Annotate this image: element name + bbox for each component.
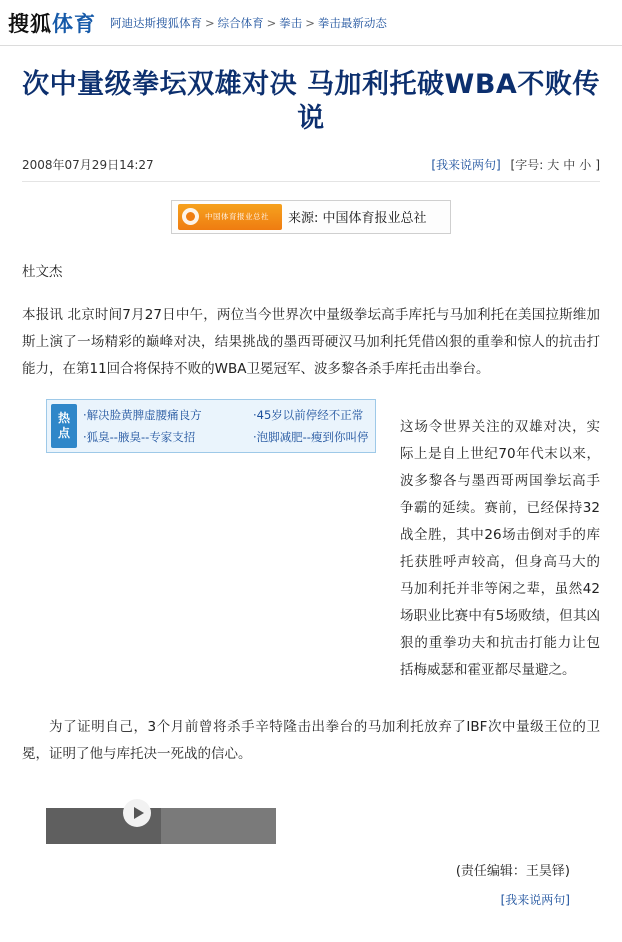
source-box <box>171 200 451 234</box>
list-item <box>83 404 371 426</box>
play-icon[interactable] <box>123 799 151 827</box>
publish-datetime: 2008年07月29日14:27 <box>22 157 154 172</box>
logo-sub-text: 体育 <box>52 11 96 36</box>
fontsize-close: ] <box>595 157 600 172</box>
comment-link-top[interactable]: [我来说两句] <box>431 157 501 172</box>
fontsize-small[interactable]: 小 <box>579 157 592 172</box>
source-logo-mark <box>182 208 199 225</box>
article-content <box>0 68 622 908</box>
hot-link-1-right[interactable] <box>253 426 371 448</box>
video-strip-right <box>161 808 276 844</box>
video-thumbnail[interactable] <box>46 808 276 844</box>
article-meta <box>22 156 600 182</box>
breadcrumb-item-0[interactable]: 阿迪达斯搜狐体育 <box>110 15 202 30</box>
hot-link-0-left[interactable] <box>83 404 253 426</box>
breadcrumb-item-2[interactable]: 拳击 <box>279 15 303 30</box>
breadcrumb-item-3[interactable]: 拳击最新动态 <box>317 15 387 30</box>
page-title: 次中量级拳坛双雄对决 马加利托破WBA不败传说 <box>22 69 600 134</box>
article-byline: 杜文杰 <box>22 263 63 280</box>
video-player[interactable] <box>22 782 600 844</box>
hot-link-0-left-text[interactable]: ·解决脸黄脾虚腰痛良方 <box>83 407 202 422</box>
article-paragraph-3: 为了证明自己，3个月前曾将杀手辛特隆击出拳台的马加利托放弃了IBF次中量级王位的卫冕，证明了他与库托决一死战的信心。 <box>22 719 600 762</box>
source-prefix: 来源: <box>288 211 319 226</box>
logo-main-text: 搜狐 <box>8 11 52 36</box>
source-text <box>288 207 427 226</box>
source-name: 中国体育报业总社 <box>322 211 427 226</box>
source-logo-text: 中国体育报业总社 <box>205 212 269 221</box>
hot-link-0-right[interactable] <box>253 404 371 426</box>
hot-link-0-right-text[interactable]: ·45岁以前停经不正常 <box>253 407 364 422</box>
hot-badge <box>51 404 77 449</box>
breadcrumb-separator-0: > <box>205 15 215 30</box>
comment-link-bottom-wrap <box>22 891 600 908</box>
fontsize-control <box>507 158 600 172</box>
hot-badge-line1: 热 <box>57 410 70 425</box>
hot-link-1-left[interactable] <box>83 426 253 448</box>
comment-link-bottom[interactable]: [我来说两句] <box>500 892 570 907</box>
hot-link-1-right-text[interactable]: ·泡脚减肥--瘦到你叫停 <box>253 429 369 444</box>
meta-tools <box>431 156 600 173</box>
article-editor: (责任编辑：王昊铎) <box>455 863 570 879</box>
hot-badge-line2: 点 <box>57 425 70 440</box>
breadcrumb-item-1[interactable]: 综合体育 <box>217 15 264 30</box>
play-triangle <box>134 807 144 819</box>
breadcrumb-separator-2: > <box>305 15 315 30</box>
article-paragraph-2: 这场令世界关注的双雄对决，实际上是自上世纪70年代末以来，波多黎各与墨西哥两国拳坛高手争霸的延续。赛前，已经保持32战全胜，其中26场击倒对手的库托获胜呼声较高，但身高马大的马加利托并非等闲之辈，虽然42场职业比赛中有5场败绩，但其凶狠的重拳功夫和抗击打能力让包括梅威瑟和霍亚都尽量避之。 <box>400 419 600 678</box>
fontsize-large[interactable]: 大 <box>547 157 560 172</box>
hot-topics-list <box>83 404 371 449</box>
list-item <box>83 426 371 448</box>
sohu-sports-logo[interactable] <box>8 8 96 38</box>
fontsize-medium[interactable]: 中 <box>563 157 576 172</box>
hot-link-1-left-text[interactable]: ·狐臭--腋臭--专家支招 <box>83 429 196 444</box>
article-paragraph-1: 本报讯 北京时间7月27日中午，两位当今世界次中量级拳坛高手库托与马加利托在美国拉斯维加斯上演了一场精彩的巅峰对决，结果挑战的墨西哥硬汉马加利托凭借凶狠的重拳和惊人的抗击打能力，在第11回合将保持不败的WBA卫冕冠军、波多黎各杀手库托击出拳台。 <box>22 306 600 377</box>
hot-topics-box <box>46 399 376 454</box>
breadcrumb <box>110 15 387 31</box>
site-header <box>0 0 622 46</box>
fontsize-label: [字号: <box>510 157 544 172</box>
breadcrumb-separator-1: > <box>266 15 277 30</box>
source-logo-icon <box>178 204 282 230</box>
